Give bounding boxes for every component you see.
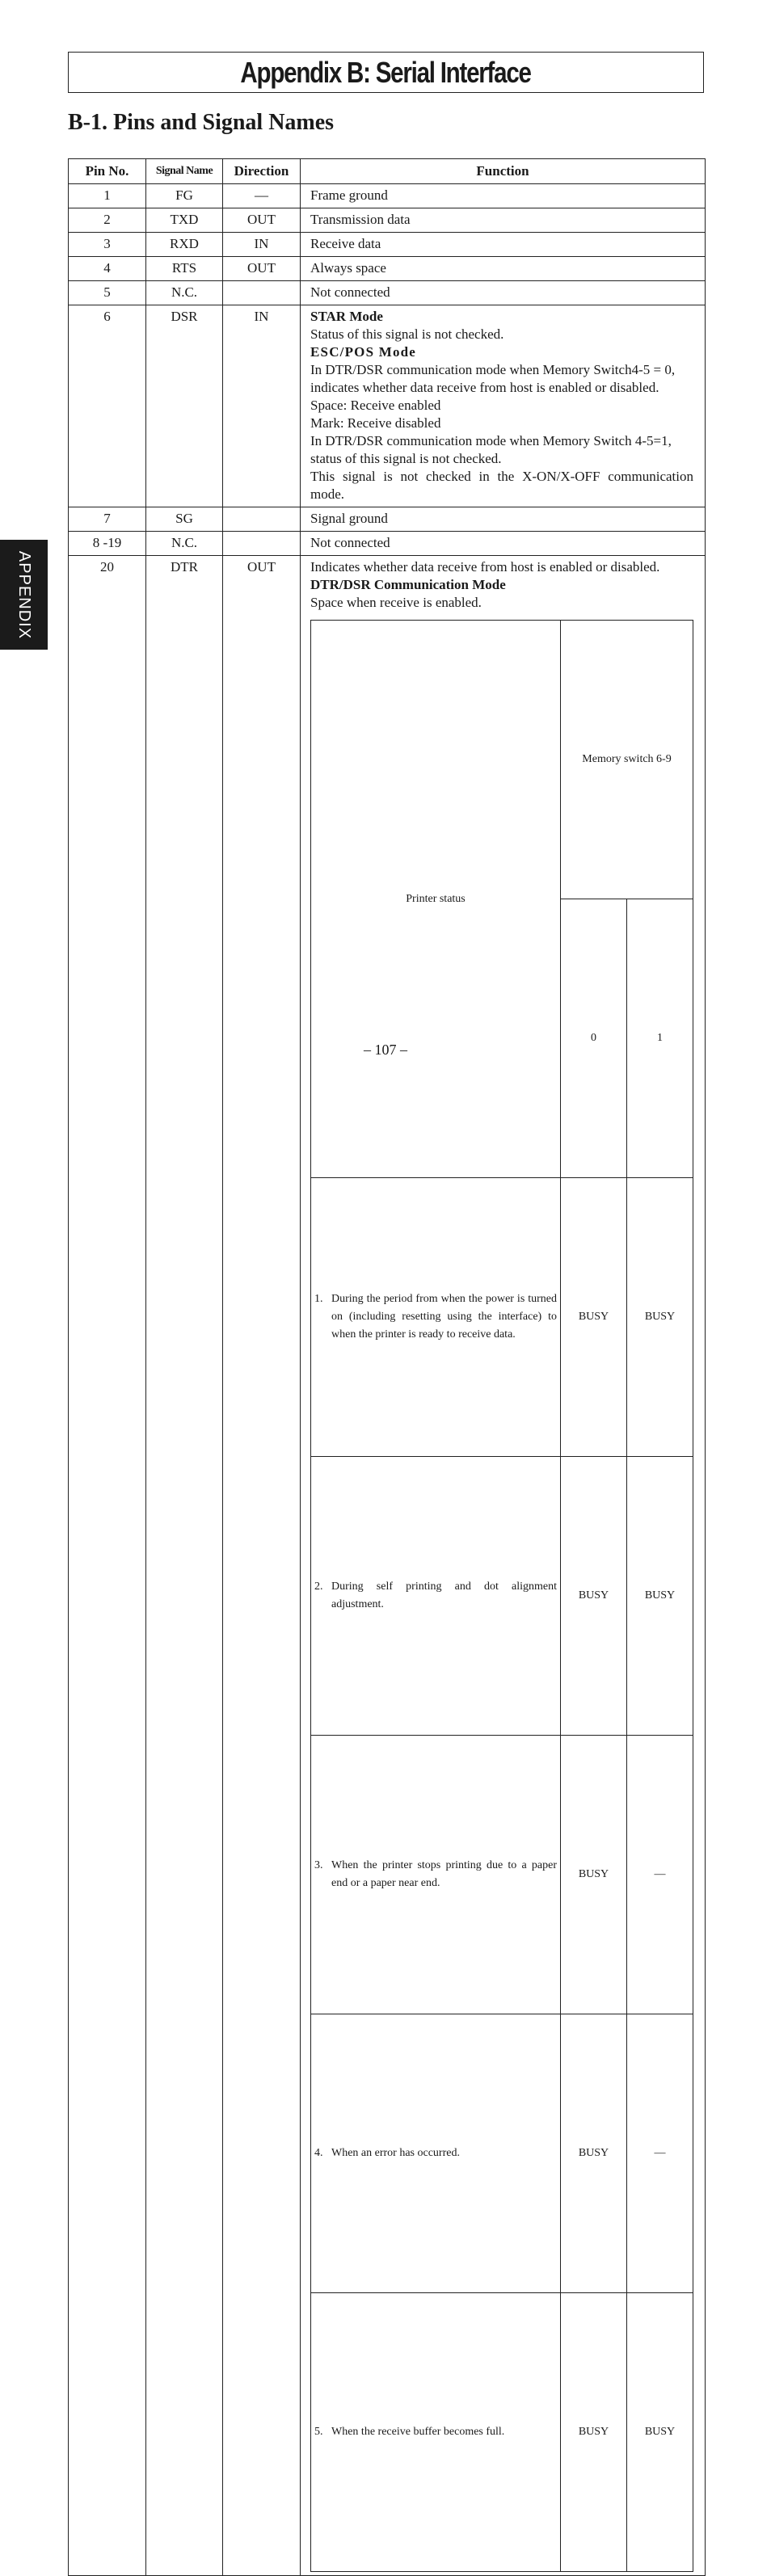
- status-number: 2.: [314, 1581, 323, 1593]
- table-row: [69, 556, 706, 2576]
- direction-cell: [223, 532, 301, 556]
- memory-switch-table: [310, 620, 693, 2572]
- dtr-dsr-mode-heading: DTR/DSR Communication Mode: [310, 577, 506, 592]
- star-mode-heading: STAR Mode: [310, 309, 383, 324]
- switch-0-value: BUSY: [561, 2014, 627, 2293]
- signal-cell: TXD: [146, 208, 223, 233]
- status-number: 3.: [314, 1859, 323, 1871]
- direction-cell: OUT: [223, 257, 301, 281]
- header-pin-no: Pin No.: [69, 159, 146, 184]
- switch-0-value: BUSY: [561, 1457, 627, 1736]
- status-description: [311, 2014, 561, 2293]
- function-line: This signal is not checked in the X-ON/X-OFF communication mode.: [310, 469, 693, 502]
- function-line: Mark: Receive disabled: [310, 415, 441, 431]
- signal-cell: N.C.: [146, 532, 223, 556]
- function-line: In DTR/DSR communication mode when Memory Switch 4-5=1,: [310, 433, 672, 448]
- function-cell: Not connected: [301, 281, 706, 305]
- function-cell: Frame ground: [301, 184, 706, 208]
- status-text: When the receive buffer becomes full.: [331, 2426, 505, 2438]
- table-row: [69, 208, 706, 233]
- appendix-side-tab: [0, 540, 48, 650]
- pin-cell: 1: [69, 184, 146, 208]
- pin-cell: 20: [69, 556, 146, 2576]
- table-row: [69, 233, 706, 257]
- pin-cell: 7: [69, 507, 146, 532]
- function-line: Space when receive is enabled.: [310, 595, 482, 610]
- function-cell: [301, 305, 706, 507]
- signal-cell: DTR: [146, 556, 223, 2576]
- status-number: 1.: [314, 1293, 323, 1305]
- section-title: B-1. Pins and Signal Names: [68, 110, 335, 135]
- table-row: [69, 281, 706, 305]
- switch-1-value: —: [627, 1736, 693, 2014]
- function-cell: Not connected: [301, 532, 706, 556]
- pin-cell: 6: [69, 305, 146, 507]
- status-description: [311, 1736, 561, 2014]
- signal-cell: FG: [146, 184, 223, 208]
- memory-table-row: [311, 1457, 693, 1736]
- memory-table-row: [311, 2293, 693, 2572]
- signal-cell: RXD: [146, 233, 223, 257]
- function-cell: Transmission data: [301, 208, 706, 233]
- printer-status-header: Printer status: [311, 621, 561, 1178]
- status-text: During the period from when the power is turned on (including resetting using the interface) to when the printer is ready to receive data.: [331, 1293, 557, 1341]
- function-line: In DTR/DSR communication mode when Memory Switch4-5 = 0,: [310, 362, 676, 377]
- escpos-mode-heading: ESC/POS Mode: [310, 344, 417, 360]
- pin-cell: 3: [69, 233, 146, 257]
- table-row: [69, 184, 706, 208]
- status-description: [311, 1457, 561, 1736]
- memory-switch-header: Memory switch 6-9: [561, 621, 693, 899]
- status-text: During self printing and dot alignment adjustment.: [331, 1581, 557, 1610]
- status-text: When the printer stops printing due to a paper end or a paper near end.: [331, 1859, 557, 1889]
- pin-cell: 2: [69, 208, 146, 233]
- signal-cell: RTS: [146, 257, 223, 281]
- status-number: 4.: [314, 2147, 323, 2159]
- function-cell: Signal ground: [301, 507, 706, 532]
- memory-table-row: [311, 1736, 693, 2014]
- switch-1-value: BUSY: [627, 2293, 693, 2572]
- switch-0-value: BUSY: [561, 2293, 627, 2572]
- pins-signal-table: [68, 158, 706, 2576]
- pin-cell: 4: [69, 257, 146, 281]
- table-row: [69, 257, 706, 281]
- status-number: 5.: [314, 2426, 323, 2438]
- switch-value-0-header: 0: [561, 899, 627, 1178]
- signal-cell: DSR: [146, 305, 223, 507]
- function-cell: Always space: [301, 257, 706, 281]
- status-description: [311, 1178, 561, 1457]
- switch-1-value: BUSY: [627, 1457, 693, 1736]
- direction-cell: IN: [223, 305, 301, 507]
- direction-cell: IN: [223, 233, 301, 257]
- direction-cell: —: [223, 184, 301, 208]
- memory-table-row: [311, 1178, 693, 1457]
- function-line: Status of this signal is not checked.: [310, 326, 504, 342]
- table-row: [69, 532, 706, 556]
- direction-cell: OUT: [223, 556, 301, 2576]
- switch-1-value: —: [627, 2014, 693, 2293]
- side-tab-label: APPENDIX: [15, 550, 33, 639]
- pin-cell: 8 -19: [69, 532, 146, 556]
- switch-1-value: BUSY: [627, 1178, 693, 1457]
- function-line: Indicates whether data receive from host is enabled or disabled.: [310, 559, 660, 575]
- table-header-row: [69, 159, 706, 184]
- function-cell: [301, 556, 706, 2576]
- status-text: When an error has occurred.: [331, 2147, 460, 2159]
- switch-value-1-header: 1: [627, 899, 693, 1178]
- switch-0-value: BUSY: [561, 1178, 627, 1457]
- direction-cell: [223, 281, 301, 305]
- table-row: [69, 507, 706, 532]
- header-direction: Direction: [223, 159, 301, 184]
- signal-cell: SG: [146, 507, 223, 532]
- page-title-box: [68, 52, 704, 93]
- pin-cell: 5: [69, 281, 146, 305]
- header-function: Function: [301, 159, 706, 184]
- page-title: Appendix B: Serial Interface: [240, 55, 532, 89]
- page-number: – 107 –: [364, 1042, 407, 1058]
- status-description: [311, 2293, 561, 2572]
- direction-cell: [223, 507, 301, 532]
- memory-table-row: [311, 2014, 693, 2293]
- signal-cell: N.C.: [146, 281, 223, 305]
- function-line: Space: Receive enabled: [310, 398, 441, 413]
- memory-table-header-row: [311, 621, 693, 899]
- direction-cell: OUT: [223, 208, 301, 233]
- table-row: [69, 305, 706, 507]
- function-cell: Receive data: [301, 233, 706, 257]
- switch-0-value: BUSY: [561, 1736, 627, 2014]
- header-signal-name: Signal Name: [146, 159, 223, 184]
- function-line: status of this signal is not checked.: [310, 451, 502, 466]
- function-line: indicates whether data receive from host is enabled or disabled.: [310, 380, 659, 395]
